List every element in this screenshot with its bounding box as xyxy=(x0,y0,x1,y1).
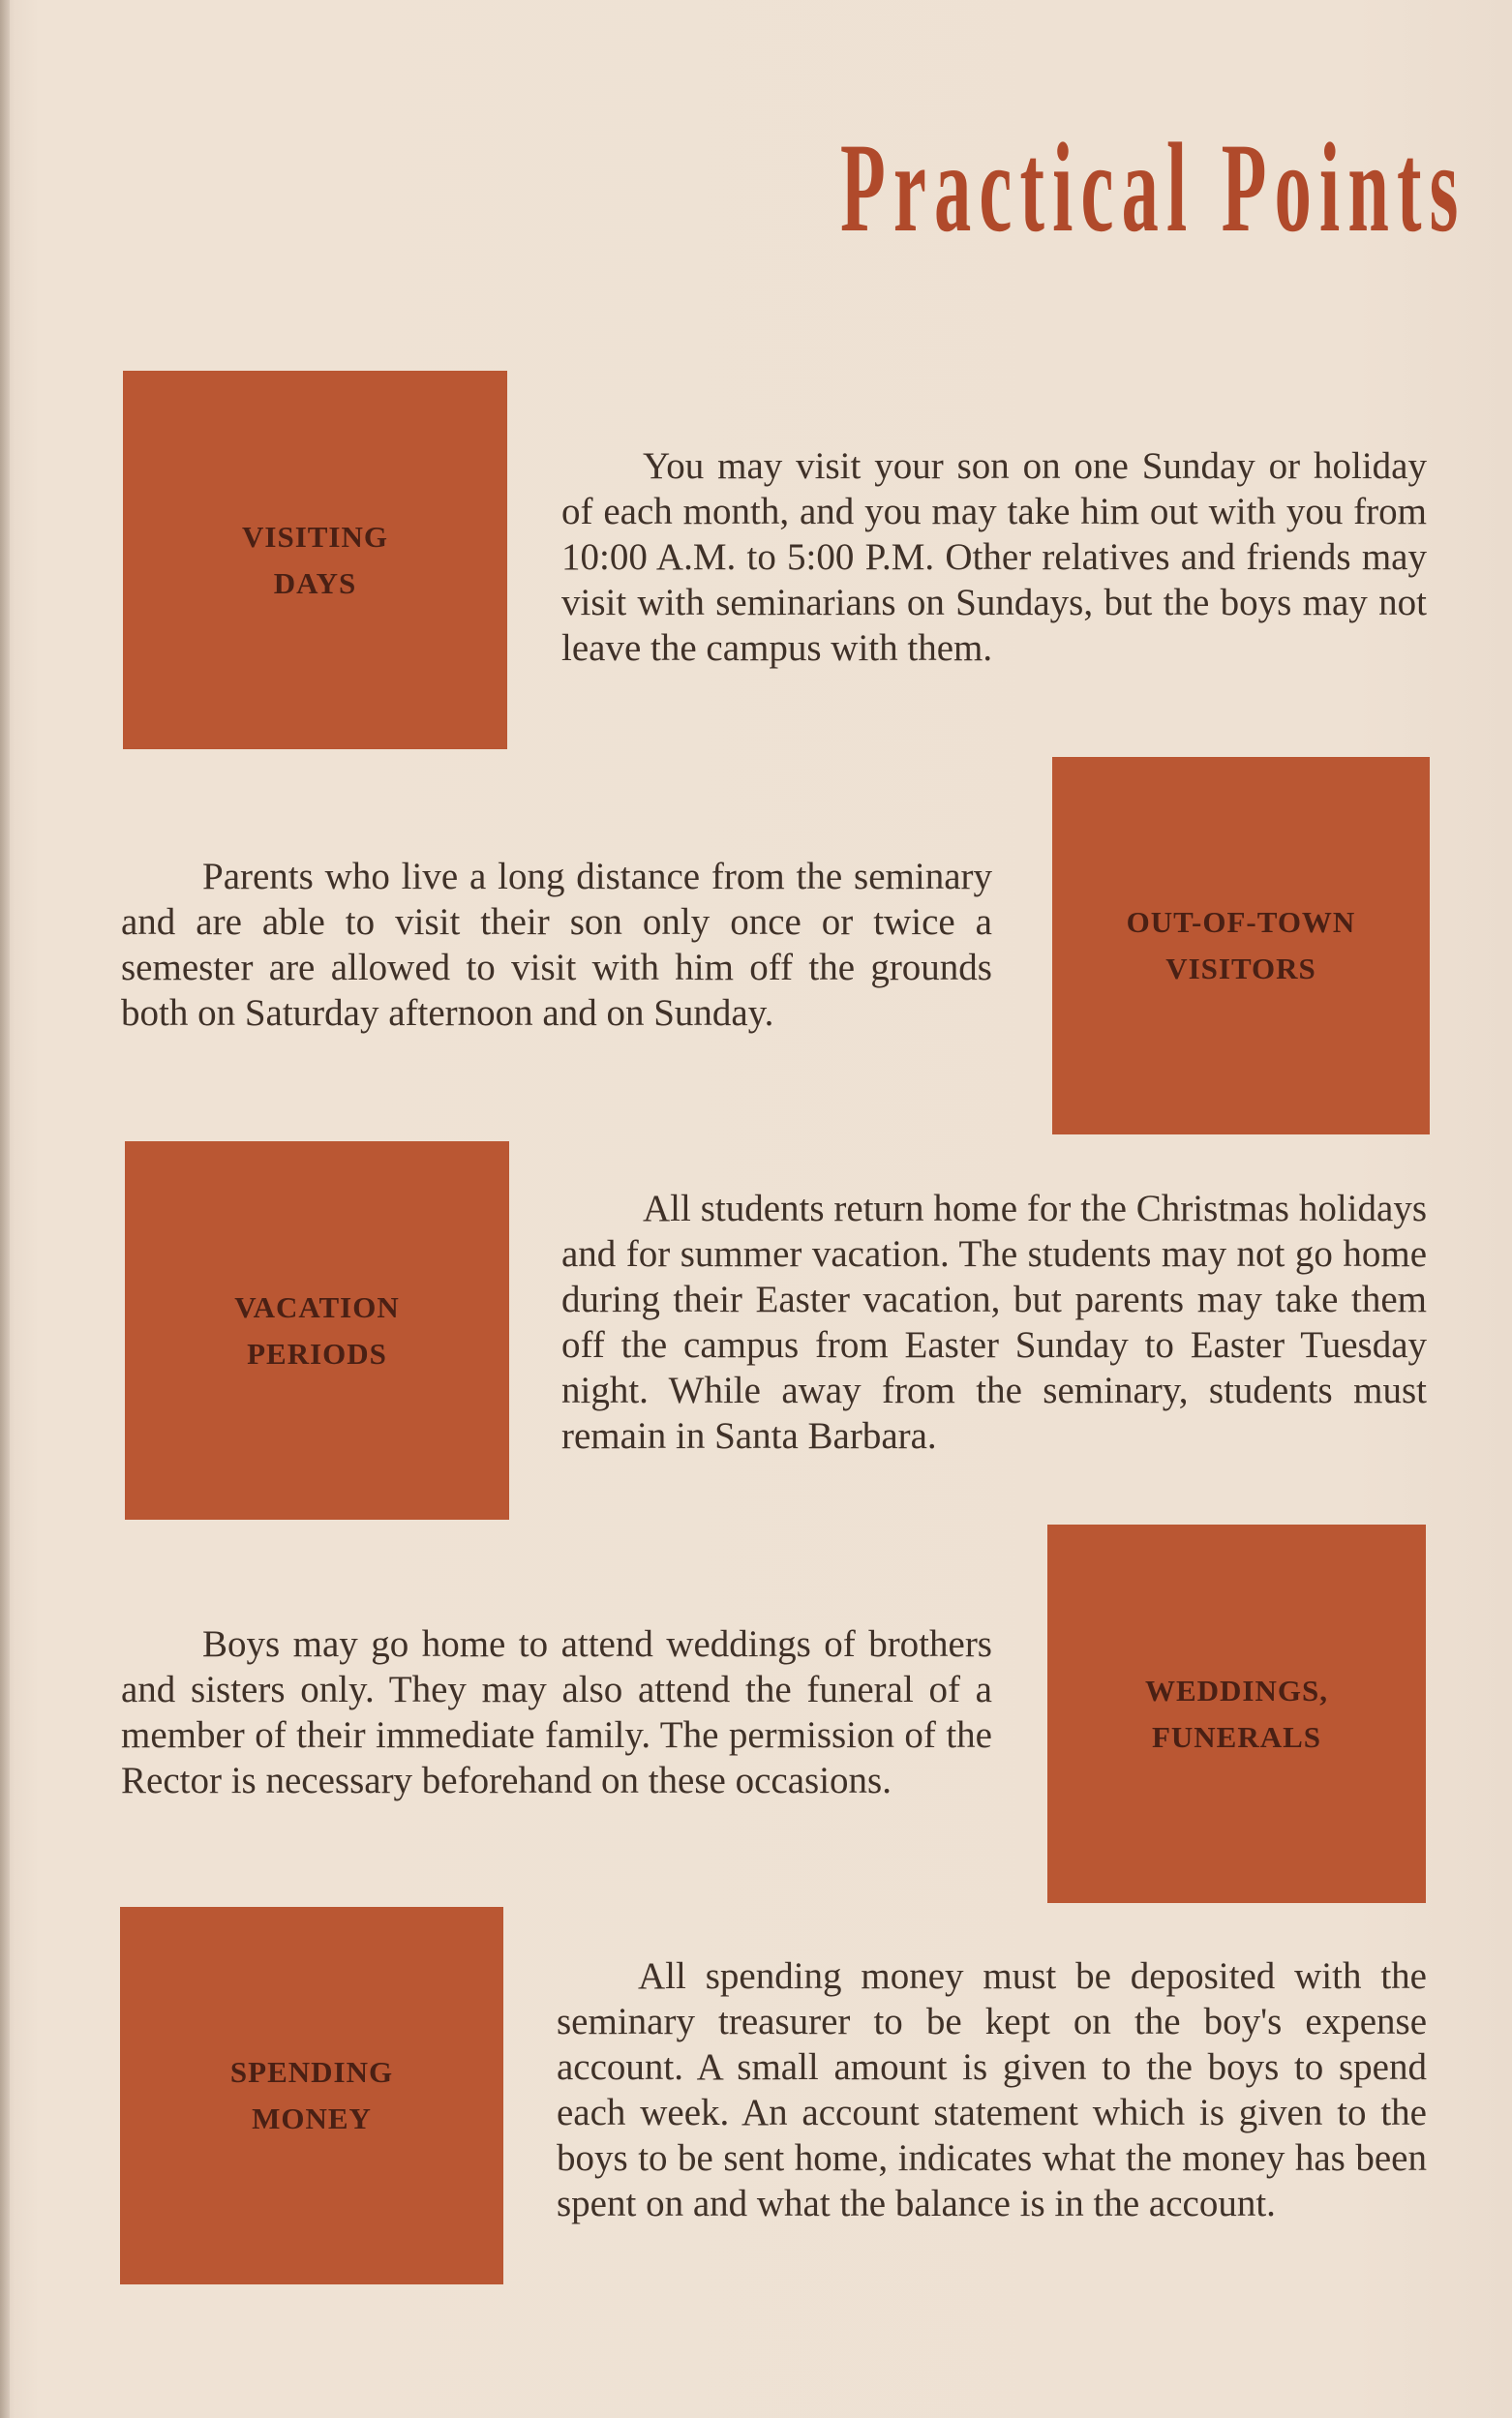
weddings-funerals-label-box xyxy=(1047,1525,1426,1903)
visiting-days-label-box xyxy=(123,371,507,749)
visiting-days-label: VISITING DAYS xyxy=(242,519,388,600)
vacation-periods-label: VACATION PERIODS xyxy=(234,1289,400,1371)
out-of-town-visitors-label: OUT-OF-TOWN VISITORS xyxy=(1126,905,1356,985)
page-title: Practical Points xyxy=(840,116,1467,258)
weddings-funerals-text: Boys may go home to attend weddings of brothers and sisters only. They may also attend the funeral of a member of their immediate family. The permission of the Rector is necessary beforehand on these occasions. xyxy=(121,1623,992,1801)
out-of-town-visitors-text: Parents who live a long distance from the seminary and are able to visit their son only once or twice a semester are allowed to visit with him off the grounds both on Saturday afternoon and on Sunday. xyxy=(121,856,992,1034)
title-area xyxy=(0,0,1512,290)
vacation-periods-label-box xyxy=(125,1141,509,1520)
spending-money-label-box xyxy=(120,1907,503,2284)
spending-money-text: All spending money must be deposited with the seminary treasurer to be kept on the boy's expense account. A small amount is given to the boys to spend each week. An account statement which is given to the boys to be sent home, indicates what the money has been spent on and what the balance is in the account. xyxy=(557,1955,1427,2224)
visiting-days-text: You may visit your son on one Sunday or holiday of each month, and you may take him out with you from 10:00 A.M. to 5:00 P.M. Other relatives and friends may visit with seminarians on Sundays, but the boys may not leave the campus with them. xyxy=(561,445,1427,669)
vacation-periods-text: All students return home for the Christmas holidays and for summer vacation. The students may not go home during their Easter vacation, but parents may take them off the campus from Easter Sunday to Easter Tuesday night. While away from the seminary, students must remain in Santa Barbara. xyxy=(561,1188,1427,1457)
spending-money-label: SPENDING MONEY xyxy=(229,2055,394,2135)
out-of-town-visitors-label-box xyxy=(1052,757,1430,1134)
weddings-funerals-label: WEDDINGS, FUNERALS xyxy=(1144,1673,1328,1754)
page-binding-edge xyxy=(0,0,10,2418)
